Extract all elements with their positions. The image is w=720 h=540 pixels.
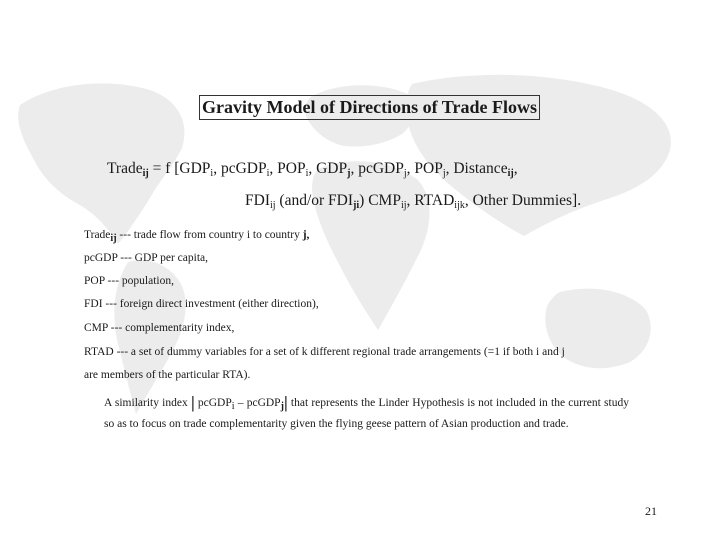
eq-text: , Distance bbox=[445, 160, 508, 177]
abs-bar-left: | bbox=[190, 393, 195, 412]
eq-subscript: ij bbox=[400, 200, 407, 211]
eq-subscript: j bbox=[442, 168, 446, 179]
note-text: – pcGDP bbox=[234, 397, 281, 409]
eq-text: = f [GDP bbox=[148, 160, 211, 177]
africa-shape bbox=[312, 161, 430, 330]
similarity-index-note bbox=[104, 392, 629, 435]
eq-text: , RTAD bbox=[406, 192, 455, 209]
equation-line-2 bbox=[245, 192, 581, 210]
note-text: pcGDP bbox=[194, 397, 232, 409]
note-subscript: i bbox=[231, 401, 235, 412]
eq-subscript: i bbox=[266, 168, 270, 179]
eq-subscript: j bbox=[347, 168, 351, 179]
definition-text: --- trade flow from country i to country bbox=[116, 229, 303, 241]
eq-text: ) bbox=[359, 192, 365, 209]
definition-term: Trade bbox=[84, 229, 111, 241]
definition-subscript: ij bbox=[110, 233, 117, 244]
eq-subscript: ij bbox=[507, 168, 514, 179]
definition-fdi: FDI --- foreign direct investment (either direction), bbox=[84, 298, 319, 310]
eq-text: , POP bbox=[269, 160, 306, 177]
eq-text: , pcGDP bbox=[213, 160, 267, 177]
equation-line-1 bbox=[107, 160, 518, 178]
eq-subscript: j bbox=[403, 168, 407, 179]
eq-subscript: ij bbox=[269, 200, 276, 211]
eq-text: , Other Dummies]. bbox=[464, 192, 582, 209]
eq-subscript: i bbox=[305, 168, 309, 179]
eq-subscript: ji bbox=[353, 200, 360, 211]
definition-pop: POP --- population, bbox=[84, 275, 174, 287]
eq-text: CMP bbox=[364, 192, 401, 209]
eq-text: , GDP bbox=[308, 160, 348, 177]
eq-subscript: i bbox=[210, 168, 214, 179]
definition-trade bbox=[84, 228, 309, 242]
eq-text: FDI bbox=[245, 192, 270, 209]
slide-title: Gravity Model of Directions of Trade Flows bbox=[199, 95, 540, 120]
abs-bar-right: | bbox=[283, 393, 288, 412]
definition-text-bold: j, bbox=[302, 229, 310, 241]
definition-pcgdp: pcGDP --- GDP per capita, bbox=[84, 252, 209, 264]
eq-subscript: ijk bbox=[454, 200, 465, 211]
note-subscript: j bbox=[280, 401, 284, 412]
page-number: 21 bbox=[645, 504, 657, 518]
eq-lhs-subscript: ij bbox=[142, 168, 149, 179]
definition-rtad-line-2: are members of the particular RTA). bbox=[84, 369, 251, 381]
eq-lhs: Trade bbox=[107, 160, 143, 177]
definition-rtad-line-1: RTAD --- a set of dummy variables for a set of k different regional trade arrangements (=1 if both i and j bbox=[84, 346, 565, 358]
eq-text: , POP bbox=[406, 160, 443, 177]
eq-text: , pcGDP bbox=[350, 160, 404, 177]
note-text: A similarity index bbox=[104, 397, 191, 409]
definition-cmp: CMP --- complementarity index, bbox=[84, 322, 235, 334]
eq-text: (and/or FDI bbox=[275, 192, 354, 209]
note-text: that represents the Linder Hypothesis is not included in the current study so as to focus on trade complementarity given the flying geese pattern of Asian production and trade. bbox=[104, 397, 629, 430]
eq-text: , bbox=[513, 160, 518, 177]
